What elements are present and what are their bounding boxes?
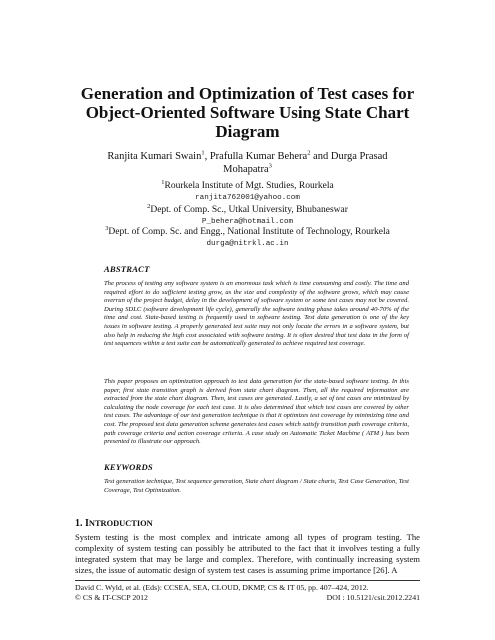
affiliation-sup: 2 bbox=[147, 202, 151, 210]
author-name: , Prafulla Kumar Behera bbox=[204, 151, 308, 162]
affiliation-email-2: P_behera@hotmail.com bbox=[201, 218, 294, 226]
author-sup: 3 bbox=[268, 162, 272, 170]
author-sup: 1 bbox=[201, 149, 205, 157]
title-line: Diagram bbox=[215, 122, 280, 141]
introduction-text: System testing is the most complex and intricate among all types of program testing. The complexity of system testing can possibly be attributed to the fact that it involves testing a fully integrated system that may be large and complex. Therefore, with continually increasing system sizes, the issue of automatic design of system test cases is assuming prime importance [26]. A bbox=[75, 532, 420, 575]
author-list bbox=[60, 150, 435, 176]
affiliation-1 bbox=[0, 178, 495, 192]
author-line bbox=[60, 150, 435, 163]
section-number: 1. bbox=[75, 518, 83, 529]
affiliation-sup: 1 bbox=[161, 178, 165, 186]
abstract-paragraph-1: The process of testing any software system is an enormous task which is time consuming and costly. The time and required effort to do sufficient testing grow, as the size and complexity of the software grows, which may cause overrun of the project budget, delay in the development of software system or some test cases may not be covered. During SDLC (software development life cycle), generally the software testing phase takes around 40-70% of the time and cost. State-based testing is frequently used in software testing. Test data generation is one of the key issues in software testing. A properly generated test suite may not only locate the errors in a software system, but also help in reducing the high cost associated with software testing. It is often desired that test data in the form of test sequences within a test suite can be automatically generated to achieve required test coverage. bbox=[104, 280, 409, 348]
author-name: and Durga Prasad bbox=[310, 151, 388, 162]
affiliation-email-3: durga@nitrkl.ac.in bbox=[206, 240, 289, 248]
author-name: Ranjita Kumari Swain bbox=[107, 151, 202, 162]
keywords-text: Test generation technique, Test sequence generation, State chart diagram / State charts, Test Case Generation, Test Coverage, Test Optimization. bbox=[104, 478, 409, 494]
section-heading-introduction bbox=[75, 518, 153, 529]
affiliation-3 bbox=[0, 224, 495, 238]
title-line: Object-Oriented Software Using State Chart bbox=[85, 103, 410, 122]
section-initial: I bbox=[85, 518, 89, 529]
affiliation-name: Dept. of Comp. Sc. and Engg., National Institute of Technology, Rourkela bbox=[108, 227, 390, 237]
paper-title bbox=[60, 84, 435, 141]
footer-citation: David C. Wyld, et al. (Eds): CCSEA, SEA, CLOUD, DKMP, CS & IT 05, pp. 407–424, 2012. bbox=[75, 583, 369, 592]
abstract-paragraph-2: This paper proposes an optimization approach to test data generation for the state-based software testing. In this paper, first state transition graph is derived from state chart diagram. Then, all the required information are extracted from the state chart diagram. Then, test cases are generated. Lastly, a set of test cases are minimized by calculating the node coverage for each test case. It is also determined that which test cases are covered by other test cases. The advantage of our test generation technique is that it optimizes test coverage by minimizing time and cost. The proposed test data generation scheme generates test cases which satisfy transition path coverage criteria, path coverage criteria and action coverage criteria. A case study on Automatic Ticket Machine ( ATM ) has been presented to illustrate our approach. bbox=[104, 378, 409, 446]
author-sup: 2 bbox=[307, 149, 311, 157]
affiliation-2 bbox=[0, 202, 495, 216]
affiliation-sup: 3 bbox=[105, 224, 109, 232]
footer-doi: DOI : 10.5121/csit.2012.2241 bbox=[326, 593, 420, 602]
footer-rule bbox=[75, 580, 420, 581]
author-line bbox=[60, 163, 435, 176]
keywords-heading: KEYWORDS bbox=[104, 462, 153, 472]
affiliation-name: Dept. of Comp. Sc., Utkal University, Bhubaneswar bbox=[150, 205, 348, 215]
footer-line-2 bbox=[75, 593, 420, 603]
title-line: Generation and Optimization of Test cases for bbox=[80, 84, 415, 103]
footer-copyright: © CS & IT-CSCP 2012 bbox=[75, 593, 148, 602]
affiliation-name: Rourkela Institute of Mgt. Studies, Rourkela bbox=[164, 181, 334, 191]
abstract-heading: ABSTRACT bbox=[104, 264, 150, 274]
affiliation-email-1: ranjita762001@yahoo.com bbox=[195, 194, 300, 202]
author-name: Mohapatra bbox=[223, 164, 269, 175]
section-title-rest: NTRODUCTION bbox=[88, 519, 153, 528]
